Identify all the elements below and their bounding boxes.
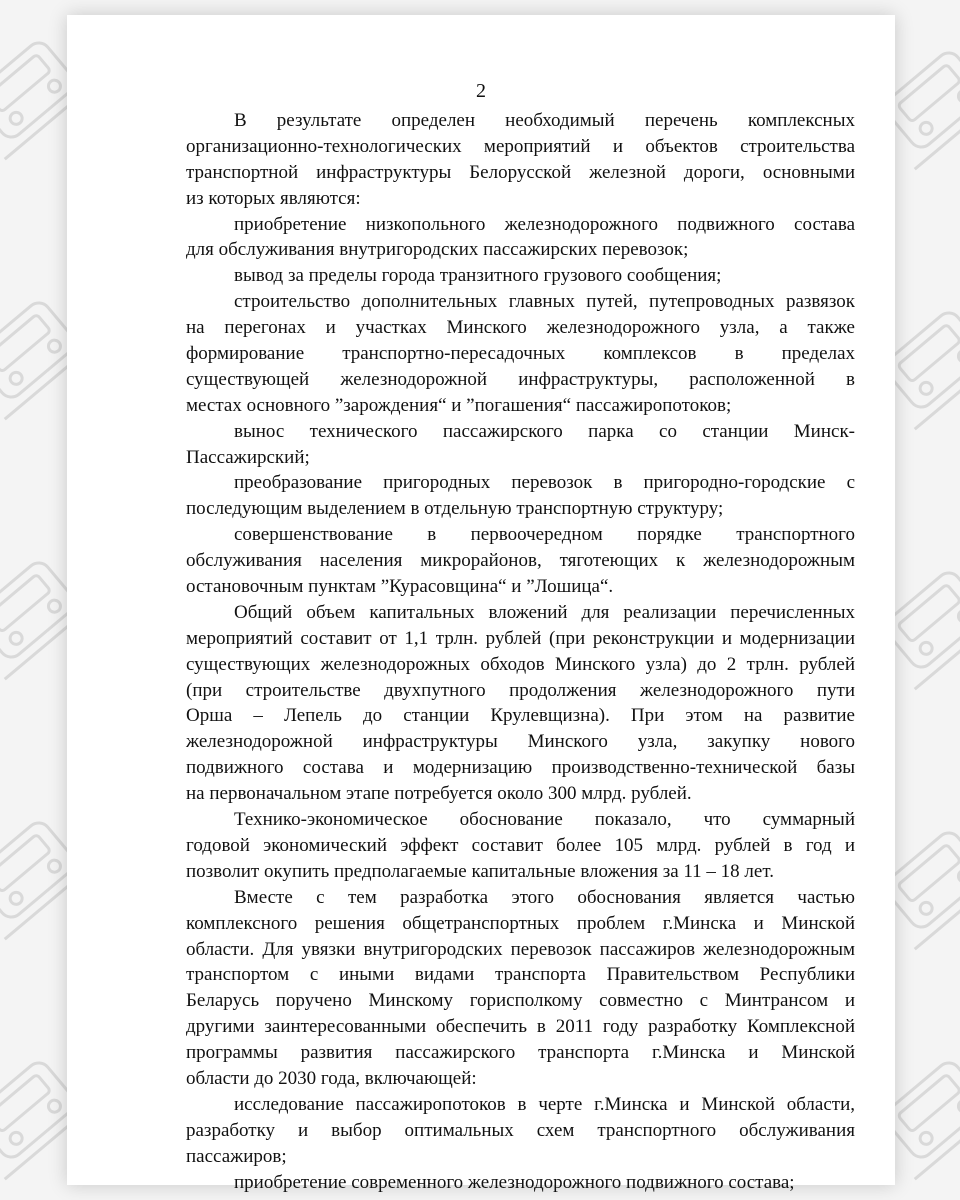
text-line: пассажиров; [186,1145,287,1167]
text-line: существующих железнодорожных обходов Минского узла) до 2 трлн. рублей [186,653,855,675]
paragraph [186,212,855,264]
text-line: разработку и выбор оптимальных схем транспортного обслуживания [186,1119,855,1141]
text-line: В результате определен необходимый перечень комплексных [234,110,855,131]
text-line: Пассажирский; [186,446,310,468]
text-line: исследование пассажиропотоков в черте г.Минска и Минской области, [234,1093,855,1115]
text-line: (при строительстве двухпутного продолжения железнодорожного пути [186,679,855,701]
page-number: 2 [476,80,486,102]
text-line: Беларусь поручено Минскому горисполкому совместно с Минтрансом и [186,990,855,1012]
text-line: комплексного решения общетранспортных проблем г.Минска и Минской [186,912,855,934]
paragraph [186,470,855,522]
paragraph [186,419,855,471]
text-line: области до 2030 года, включающей: [186,1067,477,1089]
text-line: последующим выделением в отдельную транспортную структуру; [186,498,724,520]
text-line: Орша – Лепель до станции Крулевщизна). При этом на развитие [186,705,855,727]
text-line: для обслуживания внутригородских пассажирских перевозок; [186,239,689,261]
text-line: вынос технического пассажирского парка со станции Минск- [234,420,855,442]
paragraph [186,1170,855,1196]
text-line: вывод за пределы города транзитного грузового сообщения; [234,265,722,287]
text-line: формирование транспортно-пересадочных комплексов в пределах [186,343,855,365]
paragraph [186,108,855,212]
text-line: на первоначальном этапе потребуется около 300 млрд. рублей. [186,783,692,805]
text-line: существующей железнодорожной инфраструктуры, расположенной в [186,368,855,390]
document-body [186,108,855,1195]
paragraph [186,289,855,418]
text-line: железнодорожной инфраструктуры Минского узла, закупку нового [186,731,855,753]
text-line: обслуживания населения микрорайонов, тяготеющих к железнодорожным [186,550,855,572]
text-line: мероприятий составит от 1,1 трлн. рублей (при реконструкции и модернизации [186,627,855,649]
text-line: транспортом с иными видами транспорта Правительством Республики [186,964,855,986]
document-page [67,15,895,1193]
text-line: позволит окупить предполагаемые капитальные вложения за 11 – 18 лет. [186,860,774,882]
text-line: Общий объем капитальных вложений для реализации перечисленных [234,601,855,623]
text-line: местах основного ”зарождения“ и ”погашения“ пассажиропотоков; [186,394,732,416]
text-line: на перегонах и участках Минского железнодорожного узла, а также [186,317,855,339]
text-line: строительство дополнительных главных путей, путепроводных развязок [234,291,855,313]
text-line: Вместе с тем разработка этого обоснования является частью [234,886,855,908]
paragraph [186,600,855,807]
text-line: подвижного состава и модернизацию производственно-технической базы [186,757,855,779]
text-line: годовой экономический эффект составит более 105 млрд. рублей в год и [186,834,855,856]
paragraph [186,885,855,1092]
text-line: области. Для увязки внутригородских перевозок пассажиров железнодорожным [186,938,855,960]
paragraph [186,522,855,600]
text-line: из которых являются: [186,187,361,209]
text-line: другими заинтересованными обеспечить в 2011 году разработку Комплексной [186,1016,855,1038]
text-line: преобразование пригородных перевозок в пригородно-городские с [234,472,855,494]
text-line: приобретение современного железнодорожного подвижного состава; [234,1171,795,1193]
text-line: транспортной инфраструктуры Белорусской железной дороги, основными [186,161,855,183]
paragraph [186,1092,855,1170]
paragraph [186,263,855,289]
text-line: остановочным пунктам ”Курасовщина“ и ”Лошица“. [186,576,614,598]
text-line: программы развития пассажирского транспорта г.Минска и Минской [186,1042,855,1064]
text-line: совершенствование в первоочередном порядке транспортного [234,524,855,546]
text-line: Технико-экономическое обоснование показало, что суммарный [234,809,855,831]
paragraph [186,807,855,885]
text-line: организационно-технологических мероприятий и объектов строительства [186,135,855,157]
text-line: приобретение низкопольного железнодорожного подвижного состава [234,213,855,235]
